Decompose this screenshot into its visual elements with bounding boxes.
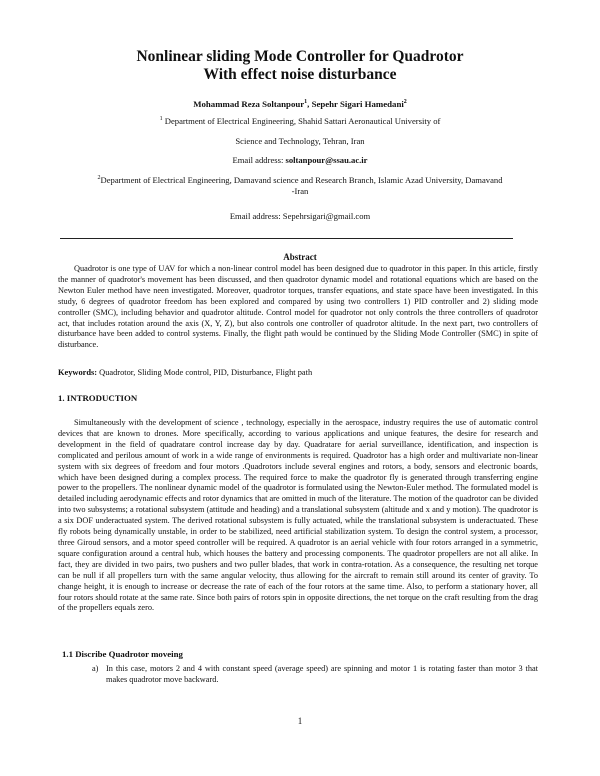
author-2: Sepehr Sigari Hamedani [311,99,404,109]
affiliation-2-marker: 2 [97,175,101,182]
author-2-affil: 2 [403,99,407,106]
affiliation-2-line-1 [0,175,600,185]
email-1-address[interactable]: soltanpour@ssau.ac.ir [285,155,368,165]
affiliation-1-line-1 [0,116,600,126]
subsection-heading: 1.1 Discribe Quadrotor moveing [62,649,183,659]
author-line [0,99,600,109]
section-introduction-heading: 1. INTRODUCTION [58,393,138,403]
affiliation-1-text: Department of Electrical Engineering, Shahid Sattari Aeronautical University of [162,116,441,126]
paper-title-line-2: With effect noise disturbance [203,66,397,83]
keywords-label: Keywords: [58,368,98,377]
email-2-line: Email address: Sepehrsigari@gmail.com [229,211,371,221]
header-divider [60,238,513,239]
list-item-a-marker: a) [92,664,99,673]
introduction-body: Simultaneously with the development of science , technology, especially in the aerospace, industry requires the use of automatic control devices that are known to drones. More specifically, according to various applications and unique features, the desire for research and development in the field of quadratare control increase day by day. Quadratare for aerial surveillance, identification, and inspection is complicated and perilous amount of work in a wide range of environments is required. Quadrotor has a high order and multivariate non-linear system with six degrees of freedom and four motors .Quadrotors include several engines and rotors, a body, sensors and electronic boards, which have been designed during a complex process. The required force to make the quadrotor fly is generated through transferring engine power to the propellers. The nonlinear dynamic model of the quadrotor is formulated using the Newton-Euler method. The formulated model is detailed including aerodynamic effects and rotor dynamics that are omitted in much of the literature. The motion of the quadrotor can be divided into two subsystems; a rotational subsystem (attitude and heading) and a translational subsystem (altitude and x and y motion). The quadrotor is a six DOF underactuated system. The derived rotational subsystem is fully actuated, while the translational subsystem is underactuated. These fly robots being dynamically unstable, in order to be stabilized, need artificial stabilization system. To design the control system, a processor, three Giroud sensors, and a motor speed controller will be required. A quadrotor is an aerial vehicle with four rotors arranged in a symmetric, square configuration around a central hub, which houses the battery and processing components. The quadrotor propellers are not all alike. In fact, they are divided in two pairs, two pushers and two puller blades, that work in contra-rotation. As a consequence, the resulting net torque can be null if all propellers turn with the same angular velocity, thus allowing for the aircraft to remain still around its center of gravity. To change height, it is enough to increase or decrease the rate of each of the four rotors at the same time. Also, to perform a stationary hover, all four rotors should rotate at the same rate. Since both pairs of rotors spin in opposite directions, the net torque on the craft resulting from the drag of the propellers equals zero. [58,418,538,613]
email-1-label: Email address: [232,155,286,165]
affiliation-2-line-2: -Iran [291,186,309,196]
author-1: Mohammad Reza Soltanpour [193,99,305,109]
keywords [58,368,538,377]
affiliation-1-line-2: Science and Technology, Tehran, Iran [235,136,365,146]
email-1-line [0,155,600,165]
list-item-a-text: In this case, motors 2 and 4 with constant speed (average speed) are spinning and motor 1 is rotating faster than motor 3 that makes quadrotor move backward. [106,664,538,684]
paper-title-line-1: Nonlinear sliding Mode Controller for Quadrotor [136,48,464,65]
abstract-heading: Abstract [283,252,317,262]
abstract-body: Quadrotor is one type of UAV for which a non-linear control model has been designed due to quadrotor in this paper. In this article, firstly the manner of quadrotor's movement has been discussed, and then quadrotor dynamic model and rotational equations which are based on the Newton Euler method have neen investigated. Moreover, quadrotor torques, transfer equations, and state space have been investigated. In this study, 6 degrees of quadrotor freedom has been explored and compared by using two controllers 1) PID controller and 2) sliding mode controller (SMC), including behavior and quadrotor altitude. Control model for quadrotor not only controls the three controllers of quadrotor act, that includes rotation around the axis (X, Y, Z), but also controls one controller of quadrotor altitude. In the next part, two controllers of disturbance have been added to control systems. Finally, the flight path would be continued by the Sliding Mode Controller (SMC) in spite of disturbance. [58,264,538,350]
keywords-list: Quadrotor, Sliding Mode control, PID, Disturbance, Flight path [97,368,313,377]
author-separator: , [307,99,312,109]
affiliation-1-marker: 1 [159,116,163,123]
affiliation-2-text: Department of Electrical Engineering, Damavand science and Research Branch, Islamic Azad University, Damavand [100,175,503,185]
author-1-affil: 1 [304,99,308,106]
page-number: 1 [297,716,303,726]
